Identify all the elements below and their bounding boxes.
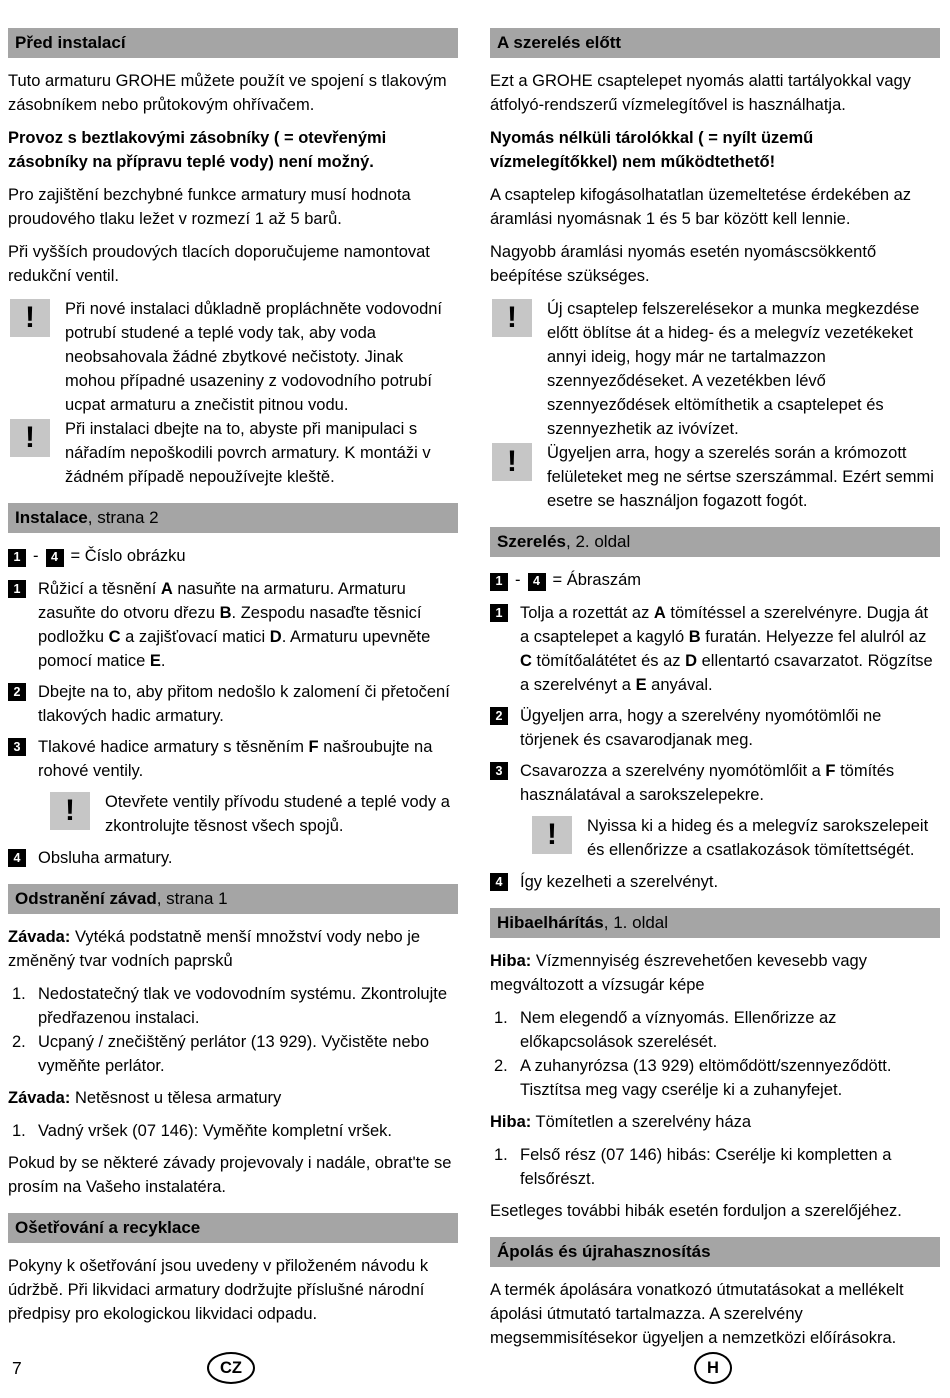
warning-text: Ügyeljen arra, hogy a szerelés során a krómozott felületeket meg ne sértse szerszámmal. Ezért semmi esetre se használjon fogazott fogót. [547, 444, 934, 510]
step-number-badge: 3 [8, 738, 26, 756]
section-care-recycling-cz [8, 1213, 458, 1326]
section-title: Instalace [15, 508, 88, 527]
fault-description: Hiba: Vízmennyiség észrevehetően kevesebb vagy megváltozott a vízsugár képe [490, 952, 867, 994]
warning-note [490, 441, 940, 513]
section-title: Szerelés [497, 532, 566, 551]
step-number-badge: 4 [8, 849, 26, 867]
step-text: Ügyeljen arra, hogy a szerelvény nyomótömlői ne törjenek és csavarodjanak meg. [520, 707, 882, 749]
list-item-number: 1. [12, 985, 26, 1003]
list-item [8, 1119, 458, 1143]
exclamation-glyph: ! [507, 445, 517, 478]
paragraph: A csaptelep kifogásolhatatlan üzemeltetése érdekében az áramlási nyomásnak 1 és 5 bar között kell lennie. [490, 186, 912, 228]
paragraph: Nagyobb áramlási nyomás esetén nyomáscsökkentő beépítése szükséges. [490, 243, 877, 285]
instruction-step [490, 704, 940, 752]
step-number-badge: 1 [8, 580, 26, 598]
warning-text: Új csaptelep felszerelésekor a munka megkezdése előtt öblítse át a hideg- és a melegvíz vezetékeket annyi ideig, hogy már ne tartalmazzon szennyeződéseket. A vezetékben lévő szennyeződések eltömíthetik a csaptelepet és szennyezhetik az ivóvízet. [547, 300, 920, 438]
warning-text: Otevřete ventily přívodu studené a teplé vody a zkontrolujte těsnost všech spojů. [105, 793, 450, 835]
list-item-number: 2. [12, 1033, 26, 1051]
warning-exclamation-icon [492, 299, 532, 337]
step-text: Tolja a rozettát az A tömítéssel a szerelvényre. Dugja át a csaptelepet a kagyló B furatán. Helyezze fel alulról az C tömítőalátétet és az D ellentartó csavarzatot. Rögzítse a szerelvényt a E anyával. [520, 604, 933, 694]
fault-description: Hiba: Tömítetlen a szerelvény háza [490, 1113, 752, 1131]
section-header [490, 908, 940, 938]
list-item-number: 1. [12, 1122, 26, 1140]
column-czech [8, 28, 458, 1359]
warning-note [8, 297, 458, 417]
step-text: Dbejte na to, aby přitom nedošlo k zalomení či přetočení tlakových hadic armatury. [38, 683, 450, 725]
fault-description: Závada: Netěsnost u tělesa armatury [8, 1089, 282, 1107]
section-title: Odstranění závad [15, 889, 157, 908]
fault-remedy-list [8, 1119, 458, 1143]
troubleshooting-note: Pokud by se některé závady projevovaly i nadále, obrat'te se prosím na Vašeho instalatéra. [8, 1154, 452, 1196]
section-title-suffix: , 1. oldal [603, 913, 669, 932]
section-header [490, 28, 940, 58]
warning-exclamation-icon [492, 443, 532, 481]
section-title: Před instalací [15, 33, 126, 52]
step-text: Így kezelheti a szerelvényt. [520, 873, 719, 891]
section-care-recycling-hu [490, 1237, 940, 1350]
step-number-badge: 2 [490, 707, 508, 725]
section-title: Hibaelhárítás [497, 913, 604, 932]
legend-label: = Číslo obrázku [70, 547, 186, 565]
warning-note [490, 297, 940, 441]
paragraph-bold: Provoz s beztlakovými zásobníky ( = otevřenými zásobníky na přípravu teplé vody) není možný. [8, 129, 387, 171]
list-item-text: Nedostatečný tlak ve vodovodním systému. Zkontrolujte předřazenou instalaci. [38, 985, 448, 1027]
step-number-badge: 1 [490, 604, 508, 622]
section-installation-cz [8, 503, 458, 870]
warning-text: Při instalaci dbejte na to, abyste při manipulaci s nářadím nepoškodili povrch armatury. K montáži v žádném případě nepoužívejte kleště. [65, 420, 431, 486]
list-item [8, 1030, 458, 1078]
exclamation-glyph: ! [25, 421, 35, 454]
warning-text: Nyissa ki a hideg és a melegvíz sarokszelepeit és ellenőrizze a csatlakozások tömítettségét. [587, 817, 929, 859]
paragraph: Tuto armaturu GROHE můžete použít ve spojení s tlakovým zásobníkem nebo průtokovým ohřívačem. [8, 72, 447, 114]
warning-exclamation-icon [50, 792, 90, 830]
step-text: Obsluha armatury. [38, 849, 173, 867]
list-item [490, 1054, 940, 1102]
step-number-badge: 4 [528, 573, 546, 591]
list-item-text: Felső rész (07 146) hibás: Cserélje ki kompletten a felsőrészt. [520, 1146, 892, 1188]
fault-remedy-list [490, 1006, 940, 1102]
exclamation-glyph: ! [65, 794, 75, 827]
warning-text: Při nové instalaci důkladně propláchněte vodovodní potrubí studené a teplé vody tak, aby voda neobsahovala žádné zbytkové nečistoty. Jinak mohou případné usazeniny z vodovodního potrubí ucpat armaturu a znečistit pitnou vodu. [65, 300, 443, 414]
instruction-step [8, 735, 458, 783]
warning-exclamation-icon [532, 816, 572, 854]
section-troubleshooting-hu [490, 908, 940, 1223]
list-item-text: Ucpaný / znečištěný perlátor (13 929). Vyčistěte nebo vyměňte perlátor. [38, 1033, 430, 1075]
legend-separator: - [33, 547, 39, 565]
page-number: 7 [12, 1358, 22, 1378]
step-number-badge: 2 [8, 683, 26, 701]
troubleshooting-note: Esetleges további hibák esetén forduljon a szerelőjéhez. [490, 1202, 902, 1220]
list-item-text: Vadný vršek (07 146): Vyměňte kompletní vršek. [38, 1122, 392, 1140]
section-header [8, 28, 458, 58]
step-number-badge: 1 [8, 549, 26, 567]
legend-label: = Ábraszám [552, 571, 641, 589]
instruction-step [8, 680, 458, 728]
instruction-step [490, 870, 940, 894]
fault-remedy-list [8, 982, 458, 1078]
section-title: Ošetřování a recyklace [15, 1218, 201, 1237]
warning-exclamation-icon [10, 419, 50, 457]
list-item-number: 1. [494, 1146, 508, 1164]
step-text: Tlakové hadice armatury s těsněním F našroubujte na rohové ventily. [38, 738, 433, 780]
fault-remedy-list [490, 1143, 940, 1191]
language-badge-h: H [694, 1352, 732, 1384]
instruction-step [8, 577, 458, 673]
section-before-installation-hu [490, 28, 940, 513]
language-badge-cz: CZ [207, 1352, 255, 1384]
legend-separator: - [515, 571, 521, 589]
step-text: Růžicí a těsnění A nasuňte na armaturu. Armaturu zasuňte do otvoru dřezu B. Zespodu nasaďte těsnicí podložku C a zajišťovací matici D. Armaturu upevněte pomocí matice E. [38, 580, 431, 670]
step-text: Csavarozza a szerelvény nyomótömlőit a F tömítés használatával a sarokszelepekre. [520, 762, 895, 804]
section-title: Ápolás és újrahasznosítás [497, 1242, 711, 1261]
instruction-step [490, 601, 940, 697]
section-title-suffix: , strana 1 [156, 889, 228, 908]
exclamation-glyph: ! [507, 301, 517, 334]
figure-number-legend [8, 544, 458, 568]
list-item-text: Nem elegendő a víznyomás. Ellenőrizze az előkapcsolások szerelését. [520, 1009, 837, 1051]
section-installation-hu [490, 527, 940, 894]
warning-note [8, 417, 458, 489]
paragraph: Při vyšších proudových tlacích doporučujeme namontovat redukční ventil. [8, 243, 430, 285]
section-before-installation-cz [8, 28, 458, 489]
figure-number-legend [490, 568, 940, 592]
section-header [490, 1237, 940, 1267]
exclamation-glyph: ! [25, 301, 35, 334]
list-item [490, 1006, 940, 1054]
list-item-text: A zuhanyrózsa (13 929) eltömődött/szennyeződött. Tisztítsa meg vagy cserélje ki a zuhanyfejet. [520, 1057, 892, 1099]
list-item [8, 982, 458, 1030]
warning-note [530, 814, 940, 862]
section-header [8, 884, 458, 914]
list-item-number: 2. [494, 1057, 508, 1075]
column-hungarian [490, 28, 940, 1359]
list-item [490, 1143, 940, 1191]
paragraph-bold: Nyomás nélküli tárolókkal ( = nyílt üzemű vízmelegítőkkel) nem működtethető! [490, 129, 814, 171]
fault-description: Závada: Vytéká podstatně menší množství vody nebo je změněný tvar vodních paprsků [8, 928, 421, 970]
warning-note [48, 790, 458, 838]
exclamation-glyph: ! [547, 818, 557, 851]
step-number-badge: 3 [490, 762, 508, 780]
section-title: A szerelés előtt [497, 33, 622, 52]
list-item-number: 1. [494, 1009, 508, 1027]
section-troubleshooting-cz [8, 884, 458, 1199]
instruction-step [8, 846, 458, 870]
paragraph: A termék ápolására vonatkozó útmutatásokat a mellékelt ápolási útmutató tartalmazza. A szerelvény megsemmisítésekor ügyeljen a nemzetközi előírásokra. [490, 1281, 904, 1347]
page-footer [0, 1352, 950, 1384]
warning-exclamation-icon [10, 299, 50, 337]
section-header [490, 527, 940, 557]
section-title-suffix: , 2. oldal [566, 532, 631, 551]
paragraph: Pokyny k ošetřování jsou uvedeny v přiloženém návodu k údržbě. Při likvidaci armatury dodržujte příslušné národní předpisy pro ekologickou likvidaci odpadu. [8, 1257, 429, 1323]
section-title-suffix: , strana 2 [87, 508, 159, 527]
paragraph: Pro zajištění bezchybné funkce armatury musí hodnota proudového tlaku ležet v rozmezí 1 až 5 barů. [8, 186, 411, 228]
paragraph: Ezt a GROHE csaptelepet nyomás alatti tartályokkal vagy átfolyó-rendszerű vízmelegítővel is használhatja. [490, 72, 911, 114]
step-number-badge: 4 [490, 873, 508, 891]
step-number-badge: 4 [46, 549, 64, 567]
section-header [8, 503, 458, 533]
section-header [8, 1213, 458, 1243]
step-number-badge: 1 [490, 573, 508, 591]
instruction-step [490, 759, 940, 807]
